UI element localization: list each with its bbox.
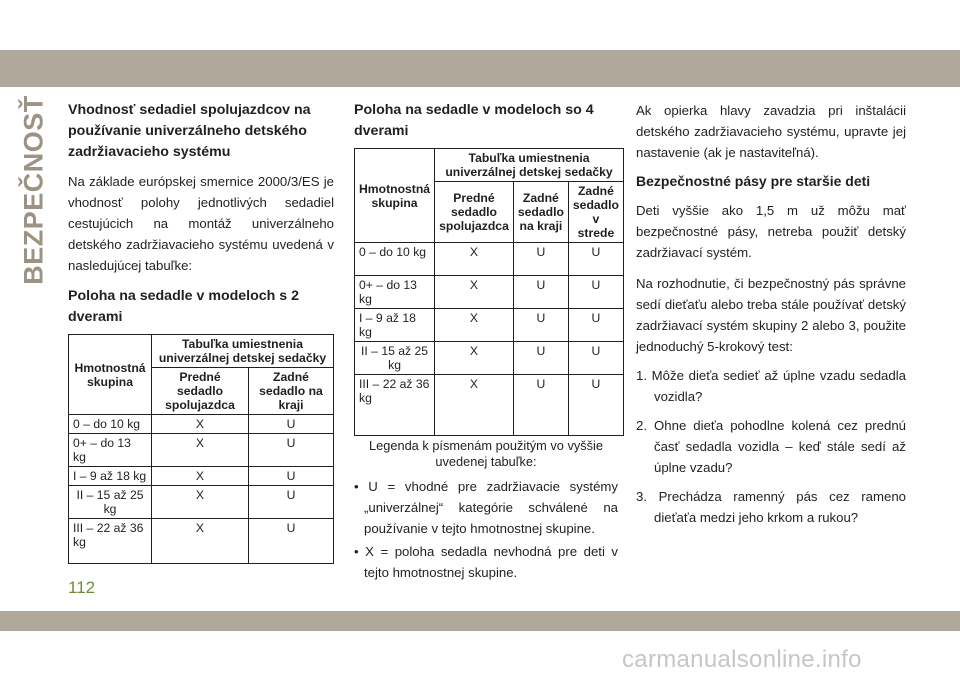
- table-2door: [68, 334, 334, 564]
- header-rear-side: Zadné sedadlo na kraji: [513, 182, 568, 243]
- middle-cell: U: [568, 342, 623, 375]
- rear-cell: U: [513, 276, 568, 309]
- column-2: [354, 100, 618, 585]
- header-front-seat: Predné sedadlo spolujazdca: [152, 368, 249, 415]
- watermark: carmanualsonline.info: [622, 646, 862, 673]
- table-row: [355, 342, 624, 375]
- front-cell: X: [152, 486, 249, 519]
- table-row: [355, 276, 624, 309]
- paragraph: Deti vyššie ako 1,5 m už môžu mať bezpečnostné pásy, netreba použiť detský zadržiavací systém.: [636, 203, 906, 260]
- mass-cell: II – 15 až 25 kg: [69, 486, 152, 519]
- mass-cell: 0 – do 10 kg: [69, 415, 152, 434]
- header-mass-group: Hmotnostná skupina: [355, 149, 435, 243]
- rear-cell: U: [249, 467, 334, 486]
- page-number: 112: [68, 578, 96, 597]
- rear-cell: U: [249, 415, 334, 434]
- middle-cell: U: [568, 309, 623, 342]
- rear-cell: U: [513, 309, 568, 342]
- front-cell: X: [435, 276, 514, 309]
- legend-list: [354, 476, 618, 583]
- table-4door: [354, 148, 624, 436]
- step-item: 1. Môže dieťa sedieť až úplne vzadu sedadla vozidla?: [636, 368, 906, 404]
- step-item: 3. Prechádza ramenný pás cez rameno dieťaťa medzi jeho krkom a rukou?: [636, 489, 906, 525]
- section-tab: [14, 95, 54, 285]
- mass-cell: 0 – do 10 kg: [355, 243, 435, 276]
- test-steps: [636, 365, 906, 528]
- front-cell: X: [435, 309, 514, 342]
- table-row: [355, 243, 624, 276]
- table-row: [69, 486, 334, 519]
- paragraph: Na rozhodnutie, či bezpečnostný pás správne sedí dieťaťu alebo treba stále používať detský zadržiavací systém skupiny 2 alebo 3, použite jednoduchý 5-krokový test:: [636, 276, 906, 354]
- rear-cell: U: [513, 375, 568, 436]
- mass-cell: 0+ – do 13 kg: [69, 434, 152, 467]
- header-band: [0, 50, 960, 87]
- middle-cell: U: [568, 276, 623, 309]
- mass-cell: III – 22 až 36 kg: [69, 519, 152, 564]
- table-row: [69, 467, 334, 486]
- mass-cell: II – 15 až 25 kg: [355, 342, 435, 375]
- front-cell: X: [435, 243, 514, 276]
- rear-cell: U: [513, 243, 568, 276]
- table-row: [355, 375, 624, 436]
- column-1: [68, 100, 334, 564]
- rear-cell: U: [249, 434, 334, 467]
- page-top: [0, 0, 960, 50]
- header-placement: Tabuľka umiestnenia univerzálnej detskej sedačky: [152, 335, 334, 368]
- table-row: [69, 519, 334, 564]
- mass-cell: I – 9 až 18 kg: [355, 309, 435, 342]
- footer-band: [0, 611, 960, 631]
- rear-cell: U: [249, 486, 334, 519]
- front-cell: X: [152, 467, 249, 486]
- table-row: [69, 415, 334, 434]
- header-front-seat: Predné sedadlo spolujazdca: [435, 182, 514, 243]
- rear-cell: U: [249, 519, 334, 564]
- mass-cell: III – 22 až 36 kg: [355, 375, 435, 436]
- front-cell: X: [435, 375, 514, 436]
- step-item: 2. Ohne dieťa pohodlne kolená cez prednú časť sedadla vozidla – keď stále sedí až úplne vzadu?: [636, 418, 906, 475]
- section-heading: Vhodnosť sedadiel spolujazdcov na používanie univerzálneho detského zadržiavacieho systému: [68, 102, 311, 160]
- legend-item: • X = poloha sedadla nevhodná pre deti v tejto hmotnostnej skupine.: [354, 544, 618, 580]
- table-row: [69, 434, 334, 467]
- column-3: [636, 100, 906, 536]
- header-mass-group: Hmotnostná skupina: [69, 335, 152, 415]
- table-title-4door: Poloha na sedadle v modeloch so 4 dverami: [354, 102, 594, 139]
- headrest-paragraph: Ak opierka hlavy zavadzia pri inštalácii detského zadržiavacieho systému, upravte jej nastavenie (ak je nastaviteľná).: [636, 103, 906, 160]
- front-cell: X: [435, 342, 514, 375]
- middle-cell: U: [568, 243, 623, 276]
- rear-cell: U: [513, 342, 568, 375]
- legend-item: • U = vhodné pre zadržiavacie systémy „univerzálnej“ kategórie schválené na používanie v tejto hmotnostnej skupine.: [354, 479, 618, 536]
- header-placement: Tabuľka umiestnenia univerzálnej detskej sedačky: [435, 149, 624, 182]
- section-heading: Bezpečnostné pásy pre staršie deti: [636, 173, 871, 189]
- section-label: BEZPEČNOSŤ: [18, 95, 49, 285]
- table-title-2door: Poloha na sedadle v modeloch s 2 dverami: [68, 288, 300, 325]
- middle-cell: U: [568, 375, 623, 436]
- table-legend: Legenda k písmenám použitým vo vyššie uvedenej tabuľke:: [368, 438, 603, 469]
- front-cell: X: [152, 434, 249, 467]
- table-row: [355, 309, 624, 342]
- front-cell: X: [152, 519, 249, 564]
- header-rear-side: Zadné sedadlo na kraji: [249, 368, 334, 415]
- header-rear-middle: Zadné sedadlo v strede: [568, 182, 623, 243]
- front-cell: X: [152, 415, 249, 434]
- mass-cell: 0+ – do 13 kg: [355, 276, 435, 309]
- mass-cell: I – 9 až 18 kg: [69, 467, 152, 486]
- intro-paragraph: Na základe európskej smernice 2000/3/ES je vhodnosť polohy jednotlivých sedadiel cestujúcich na montáž univerzálneho detského zadržiavacieho systému uvedená v nasledujúcej tabuľke:: [68, 174, 334, 273]
